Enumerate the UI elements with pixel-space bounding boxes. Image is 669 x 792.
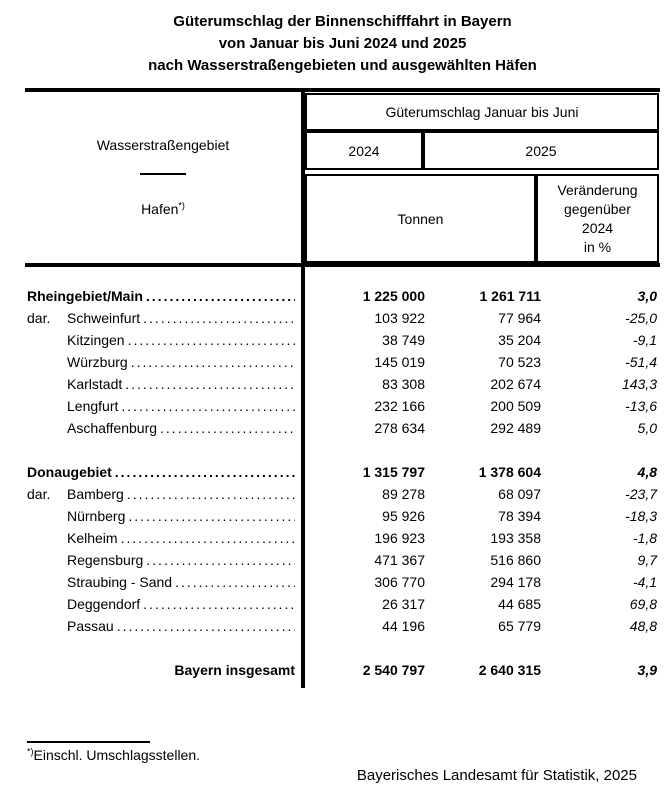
dot-leader bbox=[115, 461, 295, 483]
footnote-rule bbox=[27, 741, 150, 743]
table-sections bbox=[25, 285, 660, 637]
table-section bbox=[25, 285, 660, 439]
row-label bbox=[25, 307, 301, 329]
value-2025: 1 378 604 bbox=[478, 464, 541, 480]
row-label bbox=[25, 527, 301, 549]
port-name: Kelheim bbox=[67, 530, 118, 546]
value-2024: 306 770 bbox=[374, 574, 425, 590]
value-2025: 202 674 bbox=[490, 376, 541, 392]
table-row bbox=[25, 571, 660, 593]
value-change-pct: -13,6 bbox=[625, 398, 657, 414]
row-label bbox=[25, 549, 301, 571]
value-2024: 89 278 bbox=[382, 486, 425, 502]
year-2024-cell: 2024 bbox=[305, 131, 423, 170]
stub-header bbox=[25, 92, 301, 263]
change-line-1: Veränderung bbox=[557, 181, 638, 198]
waterway-area-header: Wasserstraßengebiet bbox=[96, 137, 230, 153]
total-change-value: 3,9 bbox=[637, 662, 657, 678]
dot-leader bbox=[143, 307, 295, 329]
table-row bbox=[25, 307, 660, 329]
table-row bbox=[25, 285, 660, 307]
port-name: Lengfurt bbox=[67, 398, 119, 414]
dot-leader bbox=[128, 505, 295, 527]
table-row bbox=[25, 615, 660, 637]
group-header-cell: Güterumschlag Januar bis Juni bbox=[305, 93, 659, 131]
total-2024-value: 2 540 797 bbox=[362, 662, 425, 678]
footnote-mark-sup: *) bbox=[178, 200, 185, 211]
value-2024: 38 749 bbox=[382, 332, 425, 348]
port-name: Kitzingen bbox=[67, 332, 125, 348]
value-change-pct: 9,7 bbox=[637, 552, 657, 568]
value-2024: 26 317 bbox=[382, 596, 425, 612]
footnote-text: Einschl. Umschlagsstellen. bbox=[33, 747, 201, 763]
total-label: Bayern insgesamt bbox=[174, 662, 295, 678]
row-label bbox=[25, 395, 301, 417]
value-2025: 77 964 bbox=[498, 310, 541, 326]
port-name: Rheingebiet/Main bbox=[27, 288, 143, 304]
row-label bbox=[25, 593, 301, 615]
dot-leader bbox=[128, 329, 295, 351]
port-name: Passau bbox=[67, 618, 114, 634]
dot-leader bbox=[175, 571, 295, 593]
value-change-pct: 3,0 bbox=[637, 288, 657, 304]
dot-leader bbox=[146, 285, 295, 307]
value-2025: 516 860 bbox=[490, 552, 541, 568]
value-change-pct: -23,7 bbox=[625, 486, 657, 502]
page-title bbox=[25, 11, 660, 77]
table-row bbox=[25, 351, 660, 373]
value-change-pct: -4,1 bbox=[632, 574, 657, 590]
value-2025: 78 394 bbox=[498, 508, 541, 524]
footnote-mark: *) bbox=[27, 746, 34, 757]
title-line-1: Güterumschlag der Binnenschifffahrt in Bayern bbox=[173, 13, 512, 30]
port-name: Donaugebiet bbox=[27, 464, 112, 480]
table-row bbox=[25, 329, 660, 351]
value-2025: 35 204 bbox=[498, 332, 541, 348]
total-2025-value: 2 640 315 bbox=[478, 662, 541, 678]
value-change-pct: 4,8 bbox=[637, 464, 657, 480]
port-name: Nürnberg bbox=[67, 508, 126, 524]
table-section bbox=[25, 461, 660, 637]
row-label bbox=[25, 615, 301, 637]
port-name: Regensburg bbox=[67, 552, 144, 568]
value-2024: 95 926 bbox=[382, 508, 425, 524]
table-row bbox=[25, 417, 660, 439]
row-prefix: dar. bbox=[27, 310, 51, 326]
change-line-2: gegenüber bbox=[564, 200, 631, 217]
table-row bbox=[25, 527, 660, 549]
value-2024: 471 367 bbox=[374, 552, 425, 568]
port-name: Bamberg bbox=[67, 486, 124, 502]
dot-leader bbox=[121, 395, 295, 417]
value-2025: 44 685 bbox=[498, 596, 541, 612]
row-label bbox=[25, 417, 301, 439]
port-name: Straubing - Sand bbox=[67, 574, 173, 590]
value-2025: 70 523 bbox=[498, 354, 541, 370]
total-row bbox=[25, 659, 660, 681]
footnote bbox=[27, 747, 200, 763]
port-header: Hafen*) bbox=[141, 200, 185, 217]
value-2025: 193 358 bbox=[490, 530, 541, 546]
value-change-pct: -18,3 bbox=[625, 508, 657, 524]
source-attribution: Bayerisches Landesamt für Statistik, 2025 bbox=[356, 767, 637, 784]
stub-separator-line bbox=[140, 173, 186, 175]
unit-tonnes-cell: Tonnen bbox=[305, 174, 536, 263]
value-change-pct: 143,3 bbox=[621, 376, 657, 392]
title-line-3: nach Wasserstraßengebieten und ausgewählten Häfen bbox=[148, 57, 537, 74]
table-row bbox=[25, 505, 660, 527]
row-label bbox=[25, 483, 301, 505]
port-name: Würzburg bbox=[67, 354, 128, 370]
value-2025: 1 261 711 bbox=[479, 288, 541, 304]
dot-leader bbox=[160, 417, 295, 439]
row-label bbox=[25, 505, 301, 527]
value-change-pct: -1,8 bbox=[632, 530, 657, 546]
value-2024: 103 922 bbox=[374, 310, 425, 326]
row-label bbox=[25, 571, 301, 593]
table-row bbox=[25, 593, 660, 615]
value-change-pct: -51,4 bbox=[625, 354, 657, 370]
value-change-pct: 69,8 bbox=[629, 596, 657, 612]
row-label bbox=[25, 329, 301, 351]
title-line-2: von Januar bis Juni 2024 und 2025 bbox=[218, 35, 467, 52]
value-2024: 83 308 bbox=[382, 376, 425, 392]
value-change-pct: -9,1 bbox=[632, 332, 657, 348]
value-2025: 292 489 bbox=[490, 420, 541, 436]
value-change-pct: -25,0 bbox=[625, 310, 657, 326]
port-name: Aschaffenburg bbox=[67, 420, 158, 436]
row-prefix: dar. bbox=[27, 486, 51, 502]
value-2025: 200 509 bbox=[490, 398, 541, 414]
dot-leader bbox=[127, 483, 295, 505]
table-row bbox=[25, 373, 660, 395]
table-row bbox=[25, 483, 660, 505]
table-body bbox=[25, 270, 660, 681]
dot-leader bbox=[125, 373, 295, 395]
value-2025: 65 779 bbox=[498, 618, 541, 634]
row-label bbox=[25, 351, 301, 373]
value-2024: 44 196 bbox=[382, 618, 425, 634]
dot-leader bbox=[131, 351, 295, 373]
table-row bbox=[25, 395, 660, 417]
dot-leader bbox=[143, 593, 295, 615]
value-change-pct: 5,0 bbox=[637, 420, 657, 436]
value-change-pct: 48,8 bbox=[629, 618, 657, 634]
port-name: Schweinfurt bbox=[67, 310, 141, 326]
value-2024: 1 315 797 bbox=[362, 464, 425, 480]
table-row bbox=[25, 461, 660, 483]
year-2025-cell: 2025 bbox=[423, 131, 659, 170]
dot-leader bbox=[146, 549, 295, 571]
table-row bbox=[25, 549, 660, 571]
change-header-cell bbox=[536, 174, 659, 263]
dot-leader bbox=[121, 527, 295, 549]
value-2024: 145 019 bbox=[374, 354, 425, 370]
value-2024: 1 225 000 bbox=[362, 288, 425, 304]
change-line-3: 2024 bbox=[581, 219, 614, 236]
change-line-4: in % bbox=[583, 238, 612, 255]
port-name: Karlstadt bbox=[67, 376, 123, 392]
value-2024: 278 634 bbox=[374, 420, 425, 436]
table-header bbox=[25, 88, 660, 267]
row-label bbox=[25, 373, 301, 395]
value-2024: 196 923 bbox=[374, 530, 425, 546]
row-label bbox=[25, 285, 301, 307]
row-label bbox=[25, 461, 301, 483]
value-2025: 294 178 bbox=[490, 574, 541, 590]
value-2024: 232 166 bbox=[374, 398, 425, 414]
value-2025: 68 097 bbox=[498, 486, 541, 502]
dot-leader bbox=[117, 615, 295, 637]
header-bottom-rule bbox=[25, 263, 660, 267]
port-name: Deggendorf bbox=[67, 596, 141, 612]
